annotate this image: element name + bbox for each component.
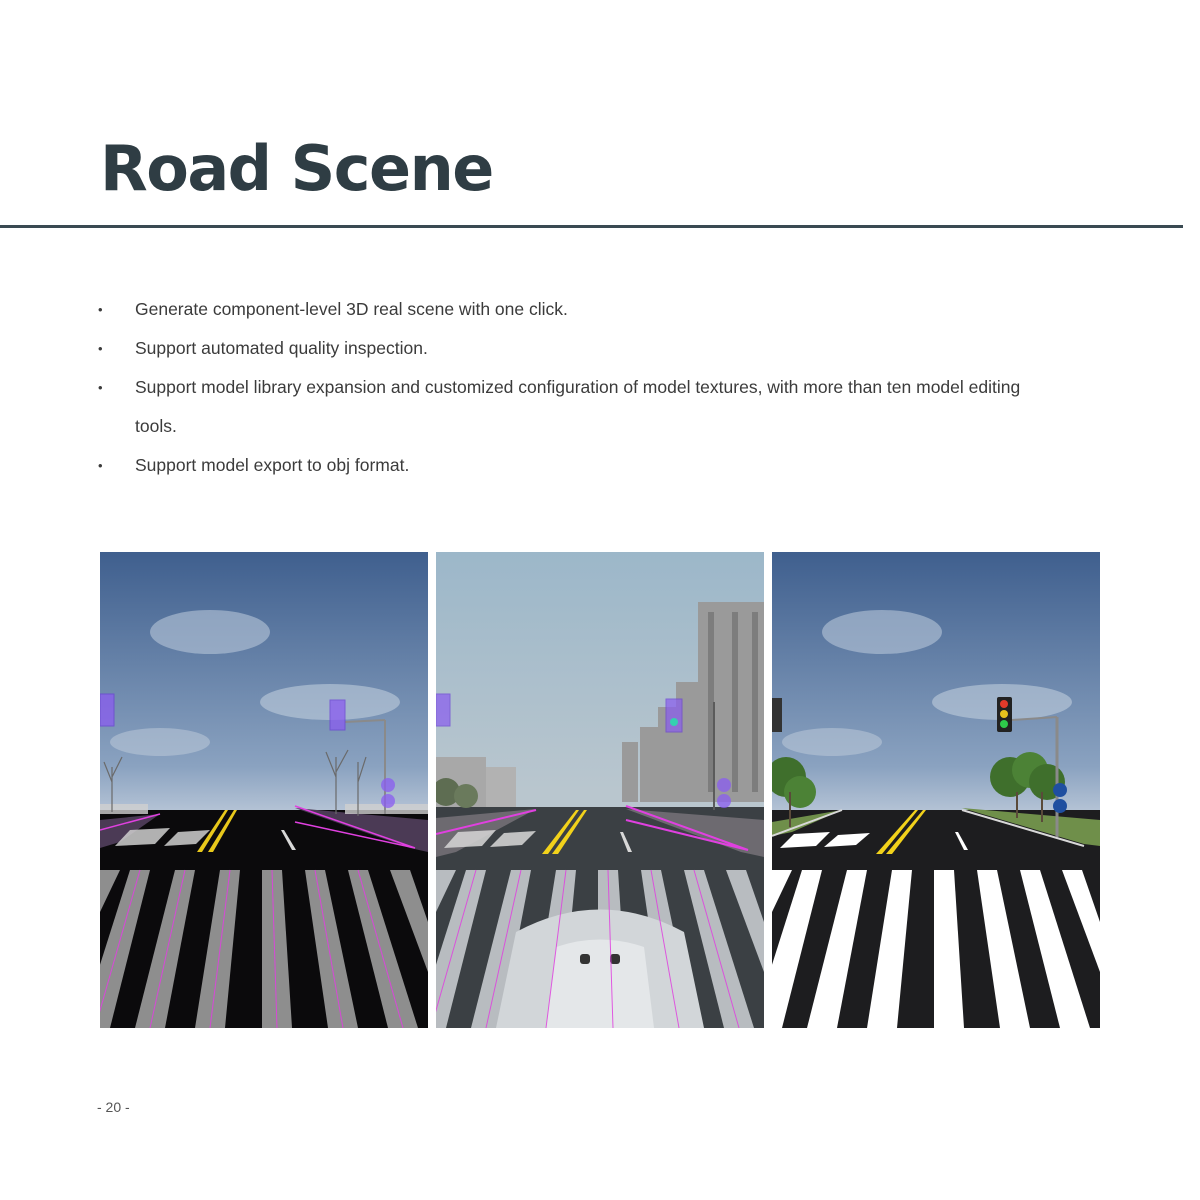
title-divider: [0, 225, 1183, 228]
feature-item: • Support model library expansion and customized configuration of model textures, with more than ten model editing tools.: [98, 368, 1058, 446]
page-title: Road Scene: [100, 132, 493, 205]
page-number: - 20 -: [97, 1099, 130, 1115]
feature-item: • Support automated quality inspection.: [98, 329, 1058, 368]
feature-item: • Support model export to obj format.: [98, 446, 1058, 485]
feature-list: [98, 290, 1058, 485]
camera-overlay-road-image: [436, 552, 764, 1028]
rendered-3d-road-image: [772, 552, 1100, 1028]
feature-item: • Generate component-level 3D real scene with one click.: [98, 290, 1058, 329]
point-cloud-road-image: [100, 552, 428, 1028]
